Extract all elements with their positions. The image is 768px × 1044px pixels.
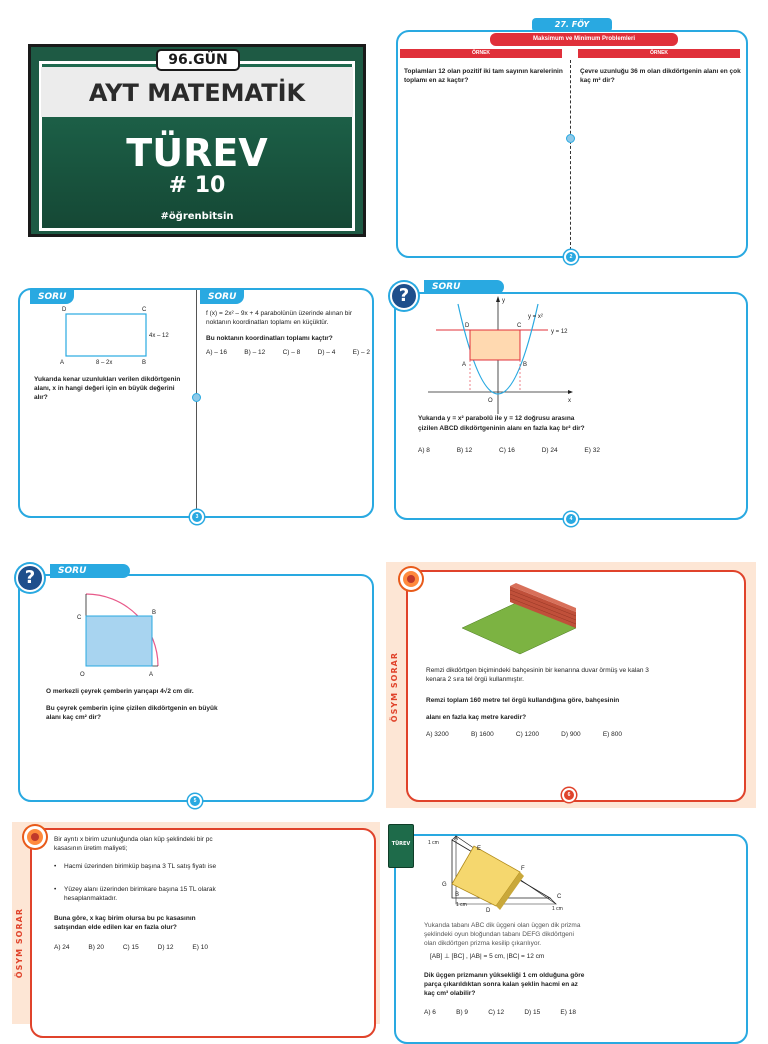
label-origin: O: [488, 398, 493, 404]
garden-figure: [458, 582, 578, 662]
page-number: 6: [562, 788, 576, 802]
label-B: B: [455, 892, 460, 898]
bullet-dot: •: [54, 863, 57, 870]
option-e[interactable]: E) 18: [560, 1009, 576, 1016]
day-badge: 96.GÜN: [156, 49, 240, 71]
answer-options: [424, 1009, 576, 1016]
question-line-1: O merkezli çeyrek çemberin yarıçapı 4√2 cm dir.: [46, 688, 194, 695]
panel-prism: [386, 822, 756, 1024]
panel-garden: [386, 562, 756, 808]
option-a[interactable]: A) 3200: [426, 731, 449, 738]
label-C: C: [142, 307, 147, 313]
question-line-2: çizilen ABCD dikdörtgeninin alanı en fazla kaç br² dir?: [418, 425, 585, 432]
right-question-2: Bu noktanın koordinatları toplamı kaçtır?: [206, 335, 333, 342]
right-question-1: f (x) = 2x² – 9x + 4 parabolünün üzerinde alınan bir noktanın koordinatları toplamı en küçüktür.: [206, 310, 352, 326]
osym-sorar-label: ÖSYM SORAR: [15, 908, 24, 979]
answer-options: [426, 731, 622, 738]
soru-tab-left: SORU: [30, 290, 74, 304]
left-question: Yukarıda kenar uzunlukları verilen dikdörtgenin alanı, x in hangi değeri için en büyük değerini alır?: [34, 376, 181, 401]
option-c[interactable]: C) 16: [499, 447, 515, 454]
label-B: B: [142, 360, 147, 366]
option-a[interactable]: A) 8: [418, 447, 430, 454]
label-side: 4x – 12: [149, 333, 169, 339]
option-d[interactable]: D) 12: [157, 944, 174, 951]
cover-topic: TÜREV: [126, 131, 268, 175]
option-e[interactable]: E) – 2: [352, 349, 370, 356]
rectangle-figure: [54, 304, 184, 366]
column-divider: [196, 290, 197, 516]
cover-number: # 10: [168, 173, 226, 198]
prism-figure: [426, 832, 576, 916]
target-icon: [24, 826, 46, 848]
label-parabola: y = x²: [528, 314, 543, 320]
option-c[interactable]: C) 1200: [515, 731, 539, 738]
intro-text: Bir ayrıtı x birim uzunluğunda olan küp şeklindeki bir pc kasasının üretim maliyeti;: [54, 836, 213, 852]
label-D: D: [486, 908, 491, 914]
given-text: [AB] ⊥ [BC] , |AB| = 5 cm, |BC| = 12 cm: [430, 953, 545, 960]
label-O: O: [80, 672, 85, 678]
panel-parabola: [388, 280, 752, 526]
bullet-dot: •: [54, 886, 57, 893]
column-divider: [570, 60, 571, 250]
option-c[interactable]: C) 12: [488, 1009, 505, 1016]
option-a[interactable]: A) – 16: [206, 349, 227, 356]
card-frame: [396, 30, 748, 258]
cover-hashtag: #öğrenbitsin: [160, 211, 234, 222]
option-e[interactable]: E) 800: [602, 731, 622, 738]
question-line-2: Bu çeyrek çemberin içine çizilen dikdörtgenin en büyük alanı kaç cm² dir?: [46, 705, 218, 721]
label-E: E: [477, 846, 482, 852]
label-cm-left: 1 cm: [456, 902, 467, 908]
option-d[interactable]: D) 900: [561, 731, 581, 738]
question-icon: ?: [16, 564, 44, 592]
page-number: 4: [564, 512, 578, 526]
panel-soru-pair: [14, 286, 376, 524]
foy-badge: 27. FÖY: [532, 18, 612, 32]
parabola-figure: [418, 294, 578, 418]
panel-pc-case: [12, 822, 380, 1024]
option-d[interactable]: D) – 4: [317, 349, 336, 356]
option-e[interactable]: E) 32: [584, 447, 600, 454]
question-line-2: Remzi toplam 160 metre tel örgü kullandığına göre, bahçesinin: [426, 697, 620, 704]
label-G: G: [442, 882, 447, 888]
label-B: B: [152, 610, 157, 616]
bullet-1: • Hacmi üzerinden birimküp başına 3 TL satış fiyatı ise: [54, 863, 217, 870]
label-line: y = 12: [551, 329, 568, 335]
label-y: y: [502, 298, 505, 304]
question-line-1: Remzi dikdörtgen biçimindeki bahçesinin bir kenarına duvar örmüş ve kalan 3 kenara 2 sıra tel örgü kullanmıştır.: [426, 667, 649, 683]
label-F: F: [521, 866, 525, 872]
label-D: D: [465, 323, 470, 329]
answer-options: [418, 447, 600, 454]
cover-panel: [28, 44, 366, 237]
option-b[interactable]: B) 1600: [470, 731, 494, 738]
panel-quarter-circle: [12, 560, 376, 808]
cover-subject: AYT MATEMATİK: [88, 79, 306, 107]
label-A: A: [462, 362, 467, 368]
osym-sorar-label: ÖSYM SORAR: [390, 652, 399, 723]
panel-maksimum: [392, 16, 752, 264]
left-question: Toplamları 12 olan pozitif iki tam sayının karelerinin toplamı en az kaçtır?: [404, 68, 563, 84]
option-c[interactable]: C) 15: [122, 944, 139, 951]
label-base: 8 – 2x: [96, 360, 113, 366]
answer-options: [54, 944, 208, 951]
option-c[interactable]: C) – 8: [282, 349, 301, 356]
question-line-3: alanı en fazla kaç metre karedir?: [426, 714, 527, 721]
page-number: 5: [188, 794, 202, 808]
divider-dot: [566, 134, 575, 143]
option-d[interactable]: D) 15: [524, 1009, 541, 1016]
bullet-2: • Yüzey alanı üzerinden birimkare başına 15 TL olarak hesaplanmaktadır.: [54, 886, 216, 902]
label-cm-right: 1 cm: [552, 906, 563, 912]
option-e[interactable]: E) 10: [192, 944, 208, 951]
book-icon: TÜREV: [388, 824, 414, 868]
label-cm-top: 1 cm: [428, 840, 439, 846]
label-x: x: [568, 398, 571, 404]
label-A: A: [60, 360, 65, 366]
label-A: A: [149, 672, 154, 678]
ornek-left-banner: ÖRNEK: [400, 49, 562, 58]
label-C: C: [557, 894, 562, 900]
question-icon: ?: [390, 282, 418, 310]
quarter-circle-figure: [72, 588, 182, 678]
soru-tab: SORU: [424, 280, 504, 294]
label-C: C: [77, 615, 82, 621]
soru-tab-right: SORU: [200, 290, 244, 304]
section-title: Maksimum ve Minimum Problemleri: [490, 33, 678, 46]
label-B: B: [523, 362, 528, 368]
option-b[interactable]: B) 20: [88, 944, 104, 951]
intro-text: Yukarıda tabanı ABC dik üçgeni olan üçgen dik prizma şeklindeki oyun bloğundan tabanı DEFG dikdörtgeni olan dikdörtgen prizma kesilip çıkarılıyor.: [424, 922, 581, 947]
question: Dik üçgen prizmanın yüksekliği 1 cm olduğuna göre parça çıkarıldıktan sonra kalan şeklin hacmi en az kaç cm³ olabilir?: [424, 972, 585, 997]
option-b[interactable]: B) 12: [456, 447, 473, 454]
card-frame: [30, 828, 376, 1038]
answer-options: [206, 349, 370, 356]
page-number: 2: [564, 250, 578, 264]
option-b[interactable]: B) 9: [456, 1009, 469, 1016]
target-icon: [400, 568, 422, 590]
ornek-right-banner: ÖRNEK: [578, 49, 740, 58]
right-question: Çevre uzunluğu 36 m olan dikdörtgenin alanı en çok kaç m² dir?: [580, 68, 741, 84]
label-C: C: [517, 323, 522, 329]
option-a[interactable]: A) 6: [424, 1009, 436, 1016]
page-number: 3: [190, 510, 204, 524]
label-A: A: [454, 836, 459, 842]
question-line-1: Yukarıda y = x² parabolü ile y = 12 doğrusu arasına: [418, 415, 575, 422]
label-D: D: [62, 307, 67, 313]
option-b[interactable]: B) – 12: [244, 349, 266, 356]
option-d[interactable]: D) 24: [541, 447, 558, 454]
question: Buna göre, x kaç birim olursa bu pc kasasının satışından elde edilen kar en fazla olur?: [54, 915, 196, 931]
divider-dot: [192, 393, 201, 402]
option-a[interactable]: A) 24: [54, 944, 70, 951]
soru-tab: SORU: [50, 564, 130, 578]
